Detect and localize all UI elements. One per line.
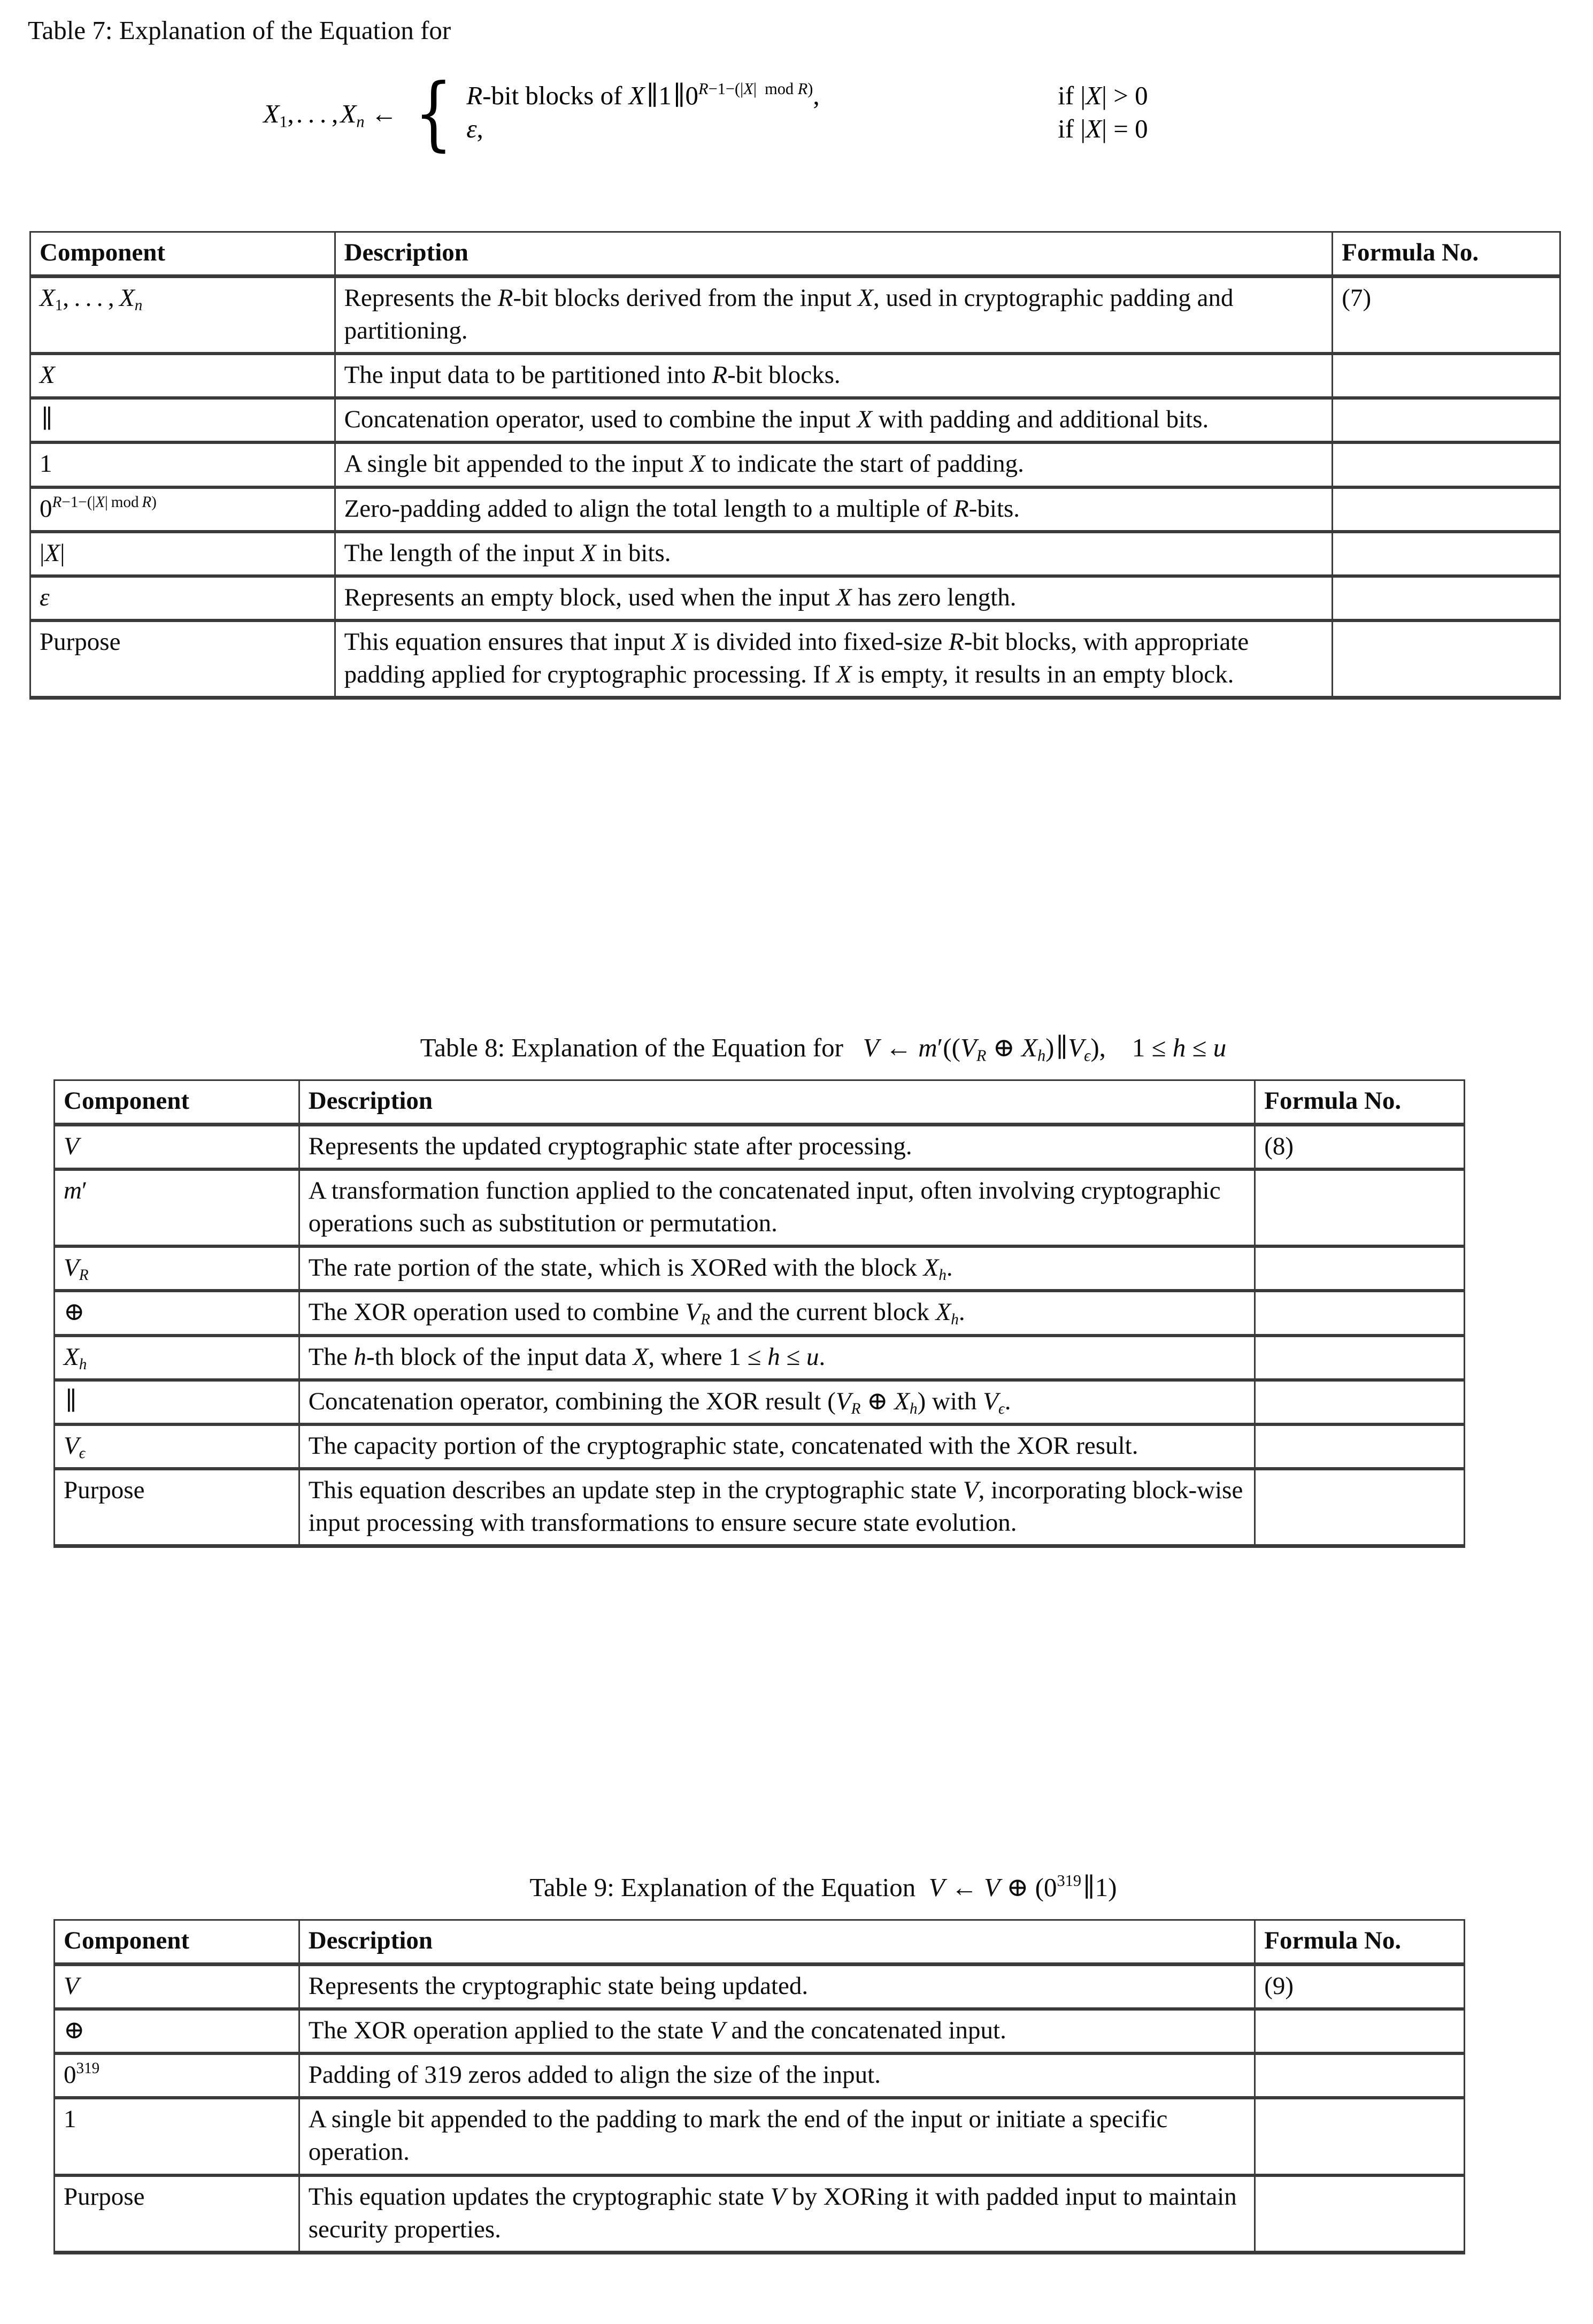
equation-7-case-1-value: R-bit blocks of $X\parallel 1\parallel 0^{R-1-(|X| mod R)}$, xyxy=(466,80,820,110)
table-8-description-cell: The XOR operation used to combine $V_R$ and the current block $X_h$. xyxy=(299,1291,1255,1335)
table-9-formula-cell xyxy=(1255,2098,1465,2175)
table-7-purpose-label: Purpose xyxy=(30,620,335,698)
table-7-description-cell: Represents an empty block, used when the input X has zero length. xyxy=(335,576,1333,620)
table-7-description-cell: Represents the R-bit blocks derived from the input X, used in cryptographic padding and partitioning. xyxy=(335,277,1333,354)
table-8-component-cell: m′ xyxy=(55,1169,299,1246)
table-8-component-cell: $V_R$ xyxy=(55,1246,299,1291)
table-8-header-row xyxy=(55,1080,1465,1125)
cases-brace: { xyxy=(414,66,453,160)
table-8-component-cell: $V_\epsilon$ xyxy=(55,1424,299,1469)
table-8-formula-cell xyxy=(1255,1291,1465,1335)
table-9-purpose-label: Purpose xyxy=(55,2175,299,2253)
equation-7-lhs: $X_1$, . . . , $X_n$ ← xyxy=(263,98,397,131)
table-7-description-cell: A single bit appended to the input X to indicate the start of padding. xyxy=(335,442,1333,487)
table-9-component-cell: 1 xyxy=(55,2098,299,2175)
table-9-description-cell: This equation updates the cryptographic state V by XORing it with padded input to maintain security properties. xyxy=(299,2175,1255,2253)
table-7-header-formula-no: Formula No. xyxy=(1333,232,1560,277)
equation-7-case-2-condition: if |X| = 0 xyxy=(1058,114,1148,143)
equation-7-case-1 xyxy=(466,80,1148,113)
table-7-description-cell: Concatenation operator, used to combine the input X with padding and additional bits. xyxy=(335,398,1333,442)
table-row xyxy=(55,1246,1465,1291)
table-row xyxy=(30,620,1560,698)
table-8-header-component: Component xyxy=(55,1080,299,1125)
table-8-header-description: Description xyxy=(299,1080,1255,1125)
table-8-description-cell: A transformation function applied to the concatenated input, often involving cryptographic operations such as substitution or permutation. xyxy=(299,1169,1255,1246)
table-9-header-component: Component xyxy=(55,1920,299,1965)
table-7-component-cell: ε xyxy=(30,576,335,620)
table-7-formula-cell xyxy=(1333,354,1560,398)
table-9-formula-cell xyxy=(1255,2053,1465,2098)
table-7-formula-cell xyxy=(1333,620,1560,698)
table-8-description-cell: Concatenation operator, combining the XOR result ($V_R$ ⊕ $X_h$) with $V_\epsilon$. xyxy=(299,1380,1255,1424)
table-row xyxy=(30,398,1560,442)
table-7-formula-cell xyxy=(1333,442,1560,487)
table-7-formula-cell xyxy=(1333,487,1560,532)
table-7 xyxy=(29,231,1561,700)
table-8-formula-cell xyxy=(1255,1246,1465,1291)
table-7-component-cell: $X_1$, . . . , $X_n$ xyxy=(30,277,335,354)
table-9-description-cell: The XOR operation applied to the state V and the concatenated input. xyxy=(299,2009,1255,2053)
table-7-formula-cell xyxy=(1333,532,1560,576)
table-row xyxy=(55,1291,1465,1335)
table-row xyxy=(30,442,1560,487)
table-7-header-description: Description xyxy=(335,232,1333,277)
table-8-formula-cell xyxy=(1255,1380,1465,1424)
table-9-header-formula-no: Formula No. xyxy=(1255,1920,1465,1965)
table-8 xyxy=(53,1079,1465,1548)
table-8-formula-cell xyxy=(1255,1169,1465,1246)
table-9-header-description: Description xyxy=(299,1920,1255,1965)
equation-7-display xyxy=(0,66,1593,160)
table-7-description-cell: Zero-padding added to align the total length to a multiple of R-bits. xyxy=(335,487,1333,532)
equation-7-case-2 xyxy=(466,113,1148,147)
table-row xyxy=(30,532,1560,576)
table-9-description-cell: A single bit appended to the padding to mark the end of the input or initiate a specific operation. xyxy=(299,2098,1255,2175)
table-row xyxy=(55,1336,1465,1380)
table-7-component-cell: $0^{R-1-(|X| mod R)}$ xyxy=(30,487,335,532)
table-row xyxy=(55,1965,1465,2009)
table-7-formula-cell xyxy=(1333,398,1560,442)
table-8-description-cell: The capacity portion of the cryptographic state, concatenated with the XOR result. xyxy=(299,1424,1255,1469)
table-9-formula-cell: (9) xyxy=(1255,1965,1465,2009)
equation-7-case-2-value: ε, xyxy=(466,114,483,143)
table-8-component-cell: ⊕ xyxy=(55,1291,299,1335)
table-9-caption-equation: V ← V ⊕ $(0^{319}\parallel 1)$ xyxy=(928,1872,1117,1902)
table-7-header-component: Component xyxy=(30,232,335,277)
table-8-header-formula-no: Formula No. xyxy=(1255,1080,1465,1125)
table-7-description-cell: This equation ensures that input X is divided into fixed-size R-bit blocks, with appropriate padding applied for cryptographic processing. If X is empty, it results in an empty block. xyxy=(335,620,1333,698)
table-row xyxy=(55,2098,1465,2175)
table-9-caption-text: Table 9: Explanation of the Equation xyxy=(529,1873,916,1902)
table-row xyxy=(55,1125,1465,1170)
table-row xyxy=(55,1469,1465,1546)
table-row xyxy=(30,576,1560,620)
table-row xyxy=(55,2053,1465,2098)
table-7-component-cell: ∥ xyxy=(30,398,335,442)
table-9-header-row xyxy=(55,1920,1465,1965)
table-8-formula-cell xyxy=(1255,1336,1465,1380)
table-7-formula-cell: (7) xyxy=(1333,277,1560,354)
table-9-component-cell: V xyxy=(55,1965,299,2009)
table-9-description-cell: Represents the cryptographic state being updated. xyxy=(299,1965,1255,2009)
table-9-formula-cell xyxy=(1255,2009,1465,2053)
table-9-caption xyxy=(0,1872,1593,1903)
table-row xyxy=(55,2175,1465,2253)
table-row xyxy=(30,487,1560,532)
table-8-description-cell: The rate portion of the state, which is XORed with the block $X_h$. xyxy=(299,1246,1255,1291)
equation-7-case-1-condition: if |X| > 0 xyxy=(1058,81,1148,110)
table-8-component-cell: V xyxy=(55,1125,299,1170)
table-row xyxy=(55,2009,1465,2053)
table-8-component-cell: ∥ xyxy=(55,1380,299,1424)
table-8-caption-text: Table 8: Explanation of the Equation for xyxy=(420,1033,843,1062)
table-7-component-cell: 1 xyxy=(30,442,335,487)
table-8-caption xyxy=(0,1032,1593,1063)
equation-7-cases xyxy=(466,80,1148,147)
table-7-description-cell: The input data to be partitioned into R-bit blocks. xyxy=(335,354,1333,398)
table-9-formula-cell xyxy=(1255,2175,1465,2253)
table-9 xyxy=(53,1919,1465,2254)
table-9-component-cell: ⊕ xyxy=(55,2009,299,2053)
table-7-caption xyxy=(28,15,451,46)
table-8-description-cell: Represents the updated cryptographic state after processing. xyxy=(299,1125,1255,1170)
table-7-caption-text: Table 7: Explanation of the Equation for xyxy=(28,16,451,45)
table-row xyxy=(55,1169,1465,1246)
table-8-description-cell: This equation describes an update step in the cryptographic state V, incorporating block-wise input processing with transformations to ensure secure state evolution. xyxy=(299,1469,1255,1546)
table-row xyxy=(30,354,1560,398)
table-8-formula-cell xyxy=(1255,1469,1465,1546)
table-8-purpose-label: Purpose xyxy=(55,1469,299,1546)
table-8-component-cell: $X_h$ xyxy=(55,1336,299,1380)
table-8-description-cell: The h-th block of the input data X, where 1 ≤ h ≤ u. xyxy=(299,1336,1255,1380)
table-row xyxy=(55,1424,1465,1469)
table-7-component-cell: |X| xyxy=(30,532,335,576)
table-9-component-cell: $0^{319}$ xyxy=(55,2053,299,2098)
table-9-description-cell: Padding of 319 zeros added to align the size of the input. xyxy=(299,2053,1255,2098)
table-7-component-cell: X xyxy=(30,354,335,398)
table-7-header-row xyxy=(30,232,1560,277)
table-8-caption-equation: V ← $m'((V_R$ ⊕ $X_h)\parallel V_\epsilon$), 1 ≤ h ≤ u xyxy=(863,1033,1227,1065)
table-8-formula-cell: (8) xyxy=(1255,1125,1465,1170)
table-row xyxy=(55,1380,1465,1424)
table-row xyxy=(30,277,1560,354)
table-7-formula-cell xyxy=(1333,576,1560,620)
table-7-description-cell: The length of the input X in bits. xyxy=(335,532,1333,576)
table-8-formula-cell xyxy=(1255,1424,1465,1469)
